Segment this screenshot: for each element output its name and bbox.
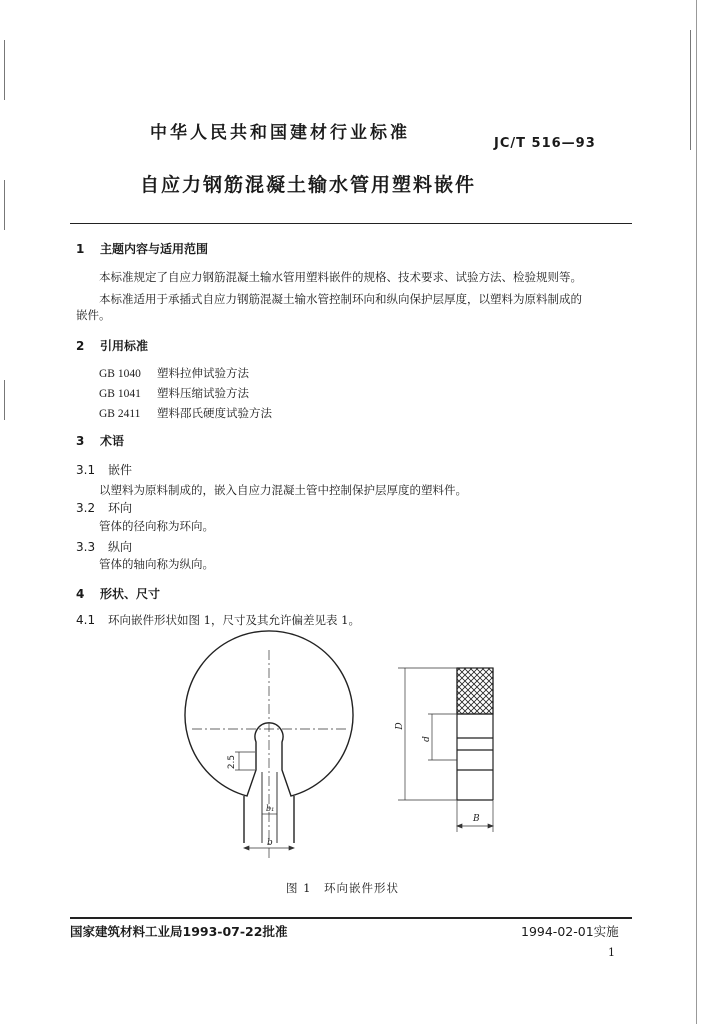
term-number: 3.3 <box>76 540 96 554</box>
term-number: 3.1 <box>76 463 96 477</box>
reference-title: 塑料拉伸试验方法 <box>157 366 249 380</box>
issuing-organization: 中华人民共和国建材行业标准 <box>150 123 410 143</box>
section-number: 4 <box>76 587 85 601</box>
term-name: 环向 <box>108 501 133 515</box>
subsection-text: 环向嵌件形状如图 1，尺寸及其允许偏差见表 1。 <box>108 613 360 627</box>
term-name: 嵌件 <box>108 463 133 477</box>
paragraph: 本标准规定了自应力钢筋混凝土输水管用塑料嵌件的规格、技术要求、试验方法、检验规则等。 <box>99 270 582 284</box>
section-number: 3 <box>76 434 85 448</box>
label-D: D <box>395 722 405 730</box>
paragraph: 嵌件。 <box>76 308 111 322</box>
reference-code: GB 1040 <box>99 368 141 380</box>
reference-title: 塑料压缩试验方法 <box>157 386 249 400</box>
dim-25 <box>235 752 255 770</box>
page-number: 1 <box>608 946 615 959</box>
paragraph: 本标准适用于承插式自应力钢筋混凝土输水管控制环向和纵向保护层厚度，以塑料为原料制成的 <box>99 292 582 306</box>
term-number: 3.2 <box>76 501 96 515</box>
label-b: b <box>267 838 273 848</box>
label-b1: b₁ <box>266 804 275 813</box>
section-title: 术语 <box>100 434 125 448</box>
reference-title: 塑料邵氏硬度试验方法 <box>157 406 272 420</box>
label-dim-25: 2.5 <box>227 754 237 770</box>
section-title: 引用标准 <box>100 339 149 353</box>
figure-caption: 图 1 环向嵌件形状 <box>286 881 399 895</box>
reference-code: GB 2411 <box>99 408 141 420</box>
document-title: 自应力钢筋混凝土输水管用塑料嵌件 <box>140 174 477 196</box>
centre-lines <box>192 650 348 858</box>
term-definition: 管体的轴向称为纵向。 <box>99 557 214 571</box>
subsection-number: 4.1 <box>76 613 96 627</box>
section-title: 主题内容与适用范围 <box>100 242 209 256</box>
section-number: 1 <box>76 242 85 256</box>
section-number: 2 <box>76 339 85 353</box>
reference-code: GB 1041 <box>99 388 141 400</box>
label-B: B <box>473 814 480 824</box>
approval-statement: 国家建筑材料工业局1993-07-22批准 <box>70 924 288 939</box>
side-view <box>457 668 493 800</box>
footer-rule <box>70 917 632 919</box>
section-title: 形状、尺寸 <box>100 587 161 601</box>
term-definition: 以塑料为原料制成的，嵌入自应力混凝土管中控制保护层厚度的塑料件。 <box>99 483 467 497</box>
term-definition: 管体的径向称为环向。 <box>99 519 214 533</box>
term-name: 纵向 <box>108 540 133 554</box>
label-d: d <box>422 736 432 742</box>
standard-code: JC/T 516—93 <box>494 136 596 151</box>
implementation-date: 1994-02-01实施 <box>521 924 619 939</box>
